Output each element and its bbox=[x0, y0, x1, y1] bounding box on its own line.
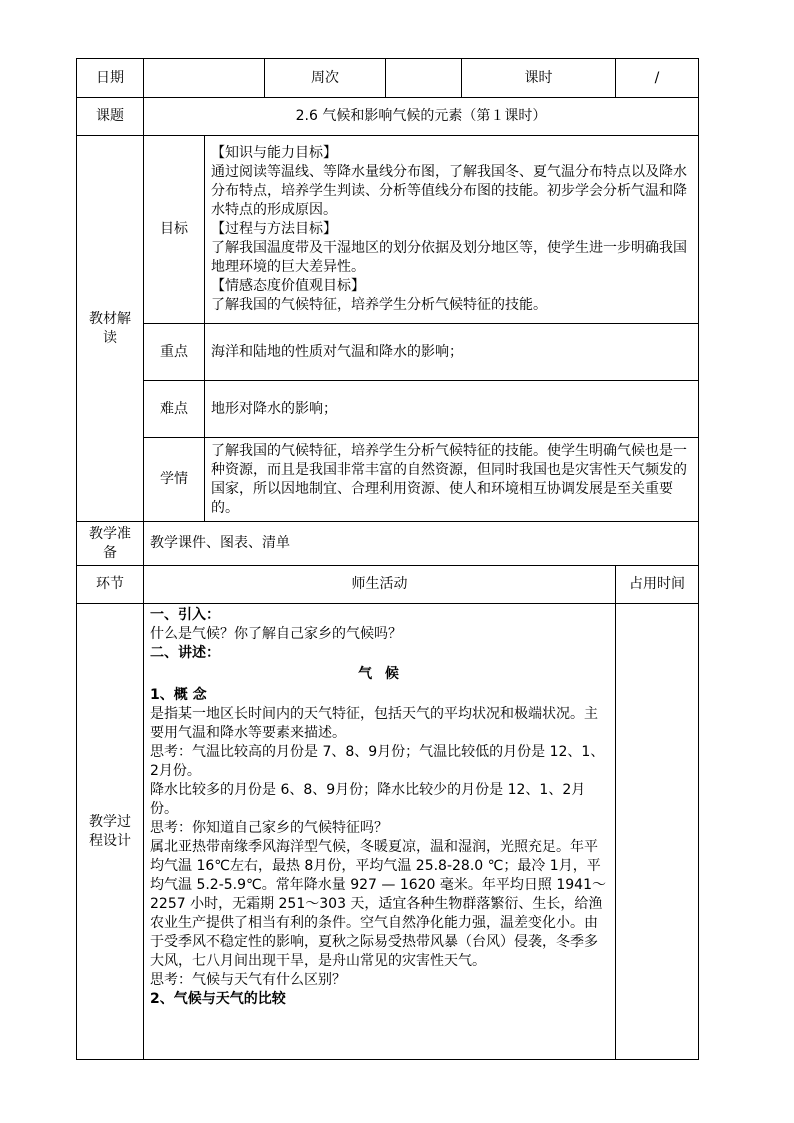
students-row bbox=[77, 438, 699, 522]
process-line: 2、气候与天气的比较 bbox=[150, 991, 286, 1007]
goals-line: 通过阅读等温线、等降水量线分布图，了解我国冬、夏气温分布特点以及降水分布特点，培养学生判读、分析等值线分布图的技能。初步学会分析气温和降水特点的形成原因。 bbox=[211, 164, 687, 218]
columns-row bbox=[77, 566, 699, 604]
topic-row bbox=[77, 98, 699, 136]
students-value: 了解我国的气候特征，培养学生分析气候特征的技能。使学生明确气候也是一种资源，而且是我国非常丰富的自然资源，但同时我国也是灾害性天气频发的国家，所以因地制宜、合理利用资源、使人和环境相互协调发展是至关重要的。 bbox=[205, 438, 699, 522]
process-label: 教学过程设计 bbox=[77, 604, 144, 1060]
goals-line: 【情感态度价值观目标】 bbox=[211, 278, 365, 294]
key-row bbox=[77, 324, 699, 381]
process-line: 是指某一地区长时间内的天气特征，包括天气的平均状况和极端状况。主要用气温和降水等要素来描述。 bbox=[150, 706, 598, 741]
process-line: 什么是气候？你了解自己家乡的气候吗？ bbox=[150, 626, 402, 642]
prep-value: 教学课件、图表、清单 bbox=[144, 522, 699, 566]
goals-line: 了解我国温度带及干湿地区的划分依据及划分地区等，使学生进一步明确我国地理环境的巨大差异性。 bbox=[211, 240, 687, 275]
header-row bbox=[77, 59, 699, 98]
prep-row bbox=[77, 522, 699, 566]
week-value[interactable] bbox=[386, 59, 462, 98]
process-line: 1、概 念 bbox=[150, 687, 207, 703]
process-line: 二、讲述： bbox=[150, 645, 220, 661]
process-line: 属北亚热带南缘季风海洋型气候，冬暖夏凉，温和湿润，光照充足。年平均气温 16℃左右，最热 8月份，平均气温 25.8-28.0 ℃；最冷 1月，平均气温 5.2-5.9℃。常年降水量 927 — 1620 毫米。年平均日照 1941～2257 小时，无霜期 251～303 天，适宜各种生物群落繁衍、生长，给渔农业生产提供了相当有利的条件。空气自然净化能力强，温差变化小。由于受季风不稳定性的影响，夏秋之际易受热带风暴（台风）侵袭，冬季多大风，七八月间出现干旱，是舟山常见的灾害性天气。 bbox=[150, 839, 606, 969]
goals-row bbox=[77, 136, 699, 324]
period-value: / bbox=[616, 59, 699, 98]
date-value[interactable] bbox=[144, 59, 265, 98]
time-column-header: 占用时间 bbox=[616, 566, 699, 604]
period-label: 课时 bbox=[462, 59, 616, 98]
students-label: 学情 bbox=[144, 438, 205, 522]
date-label: 日期 bbox=[77, 59, 144, 98]
goals-line: 了解我国的气候特征，培养学生分析气候特征的技能。 bbox=[211, 297, 547, 313]
goals-line: 【过程与方法目标】 bbox=[211, 221, 337, 237]
analysis-label: 教材解读 bbox=[77, 136, 144, 522]
difficulty-row bbox=[77, 381, 699, 438]
process-line: 一、引入： bbox=[150, 607, 220, 623]
goals-line: 【知识与能力目标】 bbox=[211, 145, 337, 161]
process-line: 思考：你知道自己家乡的气候特征吗？ bbox=[150, 820, 388, 836]
time-value[interactable] bbox=[616, 604, 699, 1060]
process-line: 降水比较多的月份是 6、8、9月份；降水比较少的月份是 12、1、2月份。 bbox=[150, 782, 586, 817]
key-label: 重点 bbox=[144, 324, 205, 381]
activity-column-header: 师生活动 bbox=[144, 566, 616, 604]
difficulty-value: 地形对降水的影响； bbox=[205, 381, 699, 438]
process-row bbox=[77, 604, 699, 1060]
topic-label: 课题 bbox=[77, 98, 144, 136]
process-section-title: 气 候 bbox=[358, 666, 403, 682]
topic-value: 2.6 气候和影响气候的元素（第１课时） bbox=[144, 98, 699, 136]
key-value: 海洋和陆地的性质对气温和降水的影响； bbox=[205, 324, 699, 381]
difficulty-label: 难点 bbox=[144, 381, 205, 438]
process-content bbox=[144, 604, 616, 1060]
process-line: 思考：气温比较高的月份是 7、8、9月份；气温比较低的月份是 12、1、2月份。 bbox=[150, 744, 605, 779]
lesson-plan-table bbox=[76, 58, 699, 1060]
goals-label: 目标 bbox=[144, 136, 205, 324]
goals-content bbox=[205, 136, 699, 324]
week-label: 周次 bbox=[265, 59, 386, 98]
prep-label: 教学准备 bbox=[77, 522, 144, 566]
process-line: 思考：气候与天气有什么区别？ bbox=[150, 972, 346, 988]
stage-column-header: 环节 bbox=[77, 566, 144, 604]
